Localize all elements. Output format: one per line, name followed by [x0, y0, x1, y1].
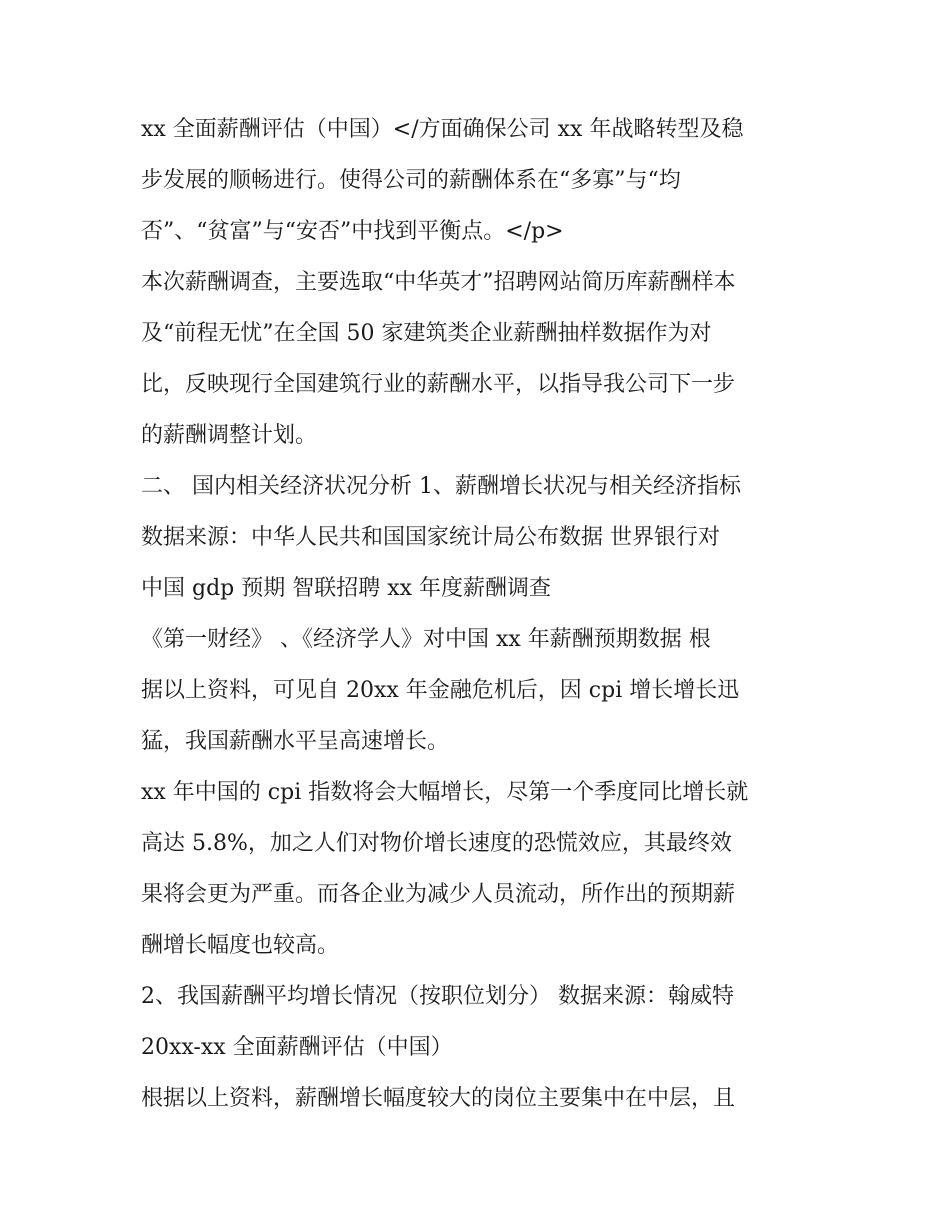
text-line: 否”、“贫富”与“安否”中找到平衡点。</p> — [141, 219, 564, 244]
text-line: 及“前程无忧”在全国 50 家建筑类企业薪酬抽样数据作为对 — [141, 321, 712, 346]
text-line: 猛，我国薪酬水平呈高速增长。 — [141, 729, 450, 754]
text-line: xx 全面薪酬评估（中国）</方面确保公司 xx 年战略转型及稳 — [141, 117, 744, 142]
text-line: 果将会更为严重。而各企业为减少人员流动，所作出的预期薪 — [141, 882, 736, 907]
text-line: 步发展的顺畅进行。使得公司的薪酬体系在“多寡”与“均 — [141, 168, 681, 193]
text-line: 20xx-xx 全面薪酬评估（中国） — [141, 1035, 453, 1060]
text-line: 据以上资料，可见自 20xx 年金融危机后，因 cpi 增长增长迅 — [141, 678, 740, 703]
text-line: 高达 5.8%，加之人们对物价增长速度的恐慌效应，其最终效 — [141, 831, 732, 856]
text-line: 中国 gdp 预期 智联招聘 xx 年度薪酬调查 — [141, 576, 552, 601]
text-line: 《第一财经》 、《经济学人》对中国 xx 年薪酬预期数据 根 — [141, 627, 711, 652]
document-body — [141, 104, 813, 1124]
text-line: 2、我国薪酬平均增长情况（按职位划分） 数据来源：翰威特 — [141, 984, 734, 1009]
text-line: xx 年中国的 cpi 指数将会大幅增长，尽第一个季度同比增长就 — [141, 780, 749, 805]
text-line: 根据以上资料，薪酬增长幅度较大的岗位主要集中在中层，且 — [141, 1086, 736, 1111]
text-line: 的薪酬调整计划。 — [141, 423, 318, 448]
text-line: 酬增长幅度也较高。 — [141, 933, 340, 958]
text-line: 数据来源：中华人民共和国国家统计局公布数据 世界银行对 — [141, 525, 720, 550]
text-line: 二、 国内相关经济状况分析 1、薪酬增长状况与相关经济指标 — [141, 474, 741, 499]
text-line: 本次薪酬调查，主要选取“中华英才”招聘网站简历库薪酬样本 — [141, 270, 736, 295]
text-line: 比，反映现行全国建筑行业的薪酬水平，以指导我公司下一步 — [141, 372, 736, 397]
